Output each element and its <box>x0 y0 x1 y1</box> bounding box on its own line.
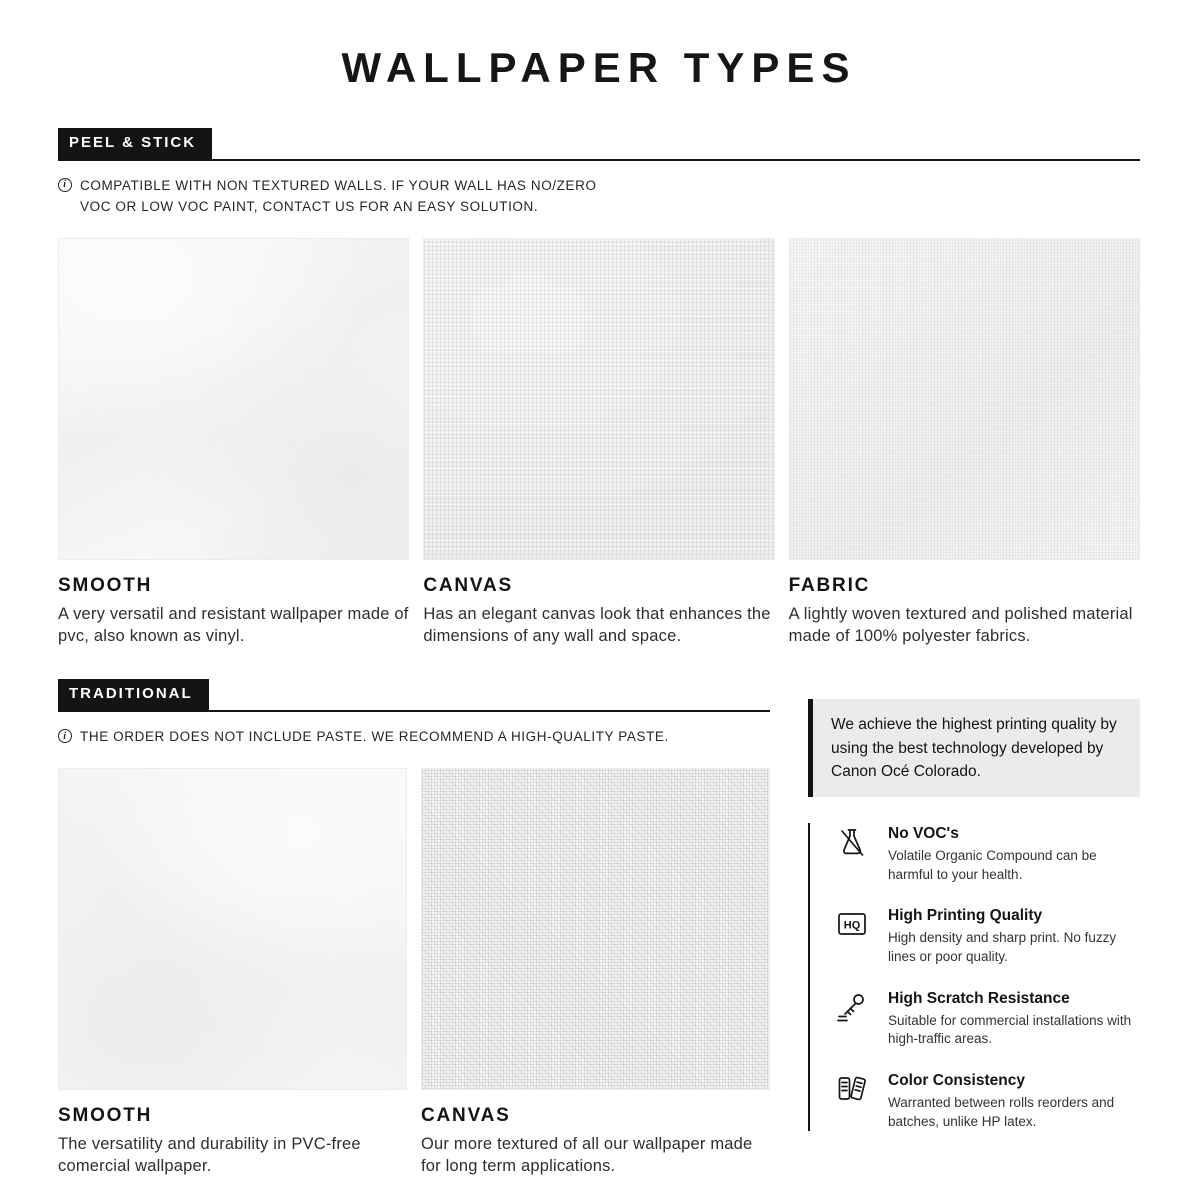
card-peel-smooth <box>58 238 409 648</box>
card-title: CANVAS <box>423 574 513 596</box>
peel-stick-note-text: COMPATIBLE WITH NON TEXTURED WALLS. IF YOUR WALL HAS NO/ZERO VOC OR LOW VOC PAINT, CONTACT US FOR AN EASY SOLUTION. <box>80 177 597 214</box>
hq-icon <box>835 905 875 966</box>
no-voc-icon <box>835 823 875 884</box>
card-title: CANVAS <box>421 1105 511 1127</box>
swatch-smooth-texture <box>58 238 409 560</box>
section-header-traditional <box>58 679 770 712</box>
swatch-canvas-texture <box>421 768 770 1090</box>
feature-body <box>888 823 1140 884</box>
card-description: A lightly woven textured and polished material made of 100% polyester fabrics. <box>788 604 1133 645</box>
section-label-traditional: TRADITIONAL <box>58 679 209 710</box>
svg-text:HQ: HQ <box>843 919 861 932</box>
card-description: The versatility and durability in PVC-free comercial wallpaper. <box>58 1135 361 1176</box>
traditional-note <box>58 727 770 748</box>
feature-description: Suitable for commercial installations with high-traffic areas. <box>888 1012 1132 1047</box>
swatch-fabric-texture <box>789 238 1140 560</box>
info-icon <box>58 178 72 192</box>
card-title: FABRIC <box>788 574 871 596</box>
section-label-peel-stick: PEEL & STICK <box>58 128 212 159</box>
traditional-section <box>58 679 770 1178</box>
card-traditional-smooth <box>58 768 407 1178</box>
traditional-note-text: THE ORDER DOES NOT INCLUDE PASTE. WE RECOMMEND A HIGH-QUALITY PASTE. <box>80 729 669 745</box>
card-description: A very versatil and resistant wallpaper made of pvc, also known as vinyl. <box>58 604 409 645</box>
card-peel-canvas <box>423 238 774 648</box>
card-title: SMOOTH <box>58 1105 153 1127</box>
feature-title: No VOC's <box>888 825 959 843</box>
feature-high-printing-quality <box>835 905 1140 966</box>
feature-title: Color Consistency <box>888 1071 1025 1089</box>
card-peel-fabric <box>789 238 1140 648</box>
peel-stick-note <box>58 176 1140 218</box>
swatch-smooth-texture <box>58 768 407 1090</box>
card-title: SMOOTH <box>58 574 153 596</box>
feature-title: High Printing Quality <box>888 907 1043 925</box>
feature-no-vocs <box>835 823 1140 884</box>
features-list <box>808 823 1140 1131</box>
card-traditional-canvas <box>421 768 770 1178</box>
side-panel <box>808 699 1140 1178</box>
feature-body <box>888 988 1140 1049</box>
feature-color-consistency <box>835 1070 1140 1131</box>
peel-stick-cards <box>58 238 1140 648</box>
section-header-peel-stick <box>58 128 1140 161</box>
feature-title: High Scratch Resistance <box>888 989 1070 1007</box>
card-description: Has an elegant canvas look that enhances the dimensions of any wall and space. <box>423 604 771 645</box>
swatch-canvas-texture <box>423 238 774 560</box>
feature-description: High density and sharp print. No fuzzy lines or poor quality. <box>888 930 1117 965</box>
page-title: WALLPAPER TYPES <box>341 44 857 91</box>
feature-description: Volatile Organic Compound can be harmful to your health. <box>888 848 1097 882</box>
bottom-area <box>58 679 1140 1178</box>
quote-box: We achieve the highest printing quality by using the best technology developed by Canon Océ Colorado. <box>808 699 1140 797</box>
feature-body <box>888 1070 1140 1131</box>
feature-high-scratch-resistance <box>835 988 1140 1049</box>
feature-body <box>888 905 1140 966</box>
scratch-resistance-icon <box>835 988 875 1049</box>
info-icon <box>58 729 72 743</box>
card-description: Our more textured of all our wallpaper made for long term applications. <box>421 1135 753 1176</box>
feature-description: Warranted between rolls reorders and batches, unlike HP latex. <box>888 1094 1115 1129</box>
color-consistency-icon <box>835 1070 875 1131</box>
traditional-cards <box>58 768 770 1178</box>
